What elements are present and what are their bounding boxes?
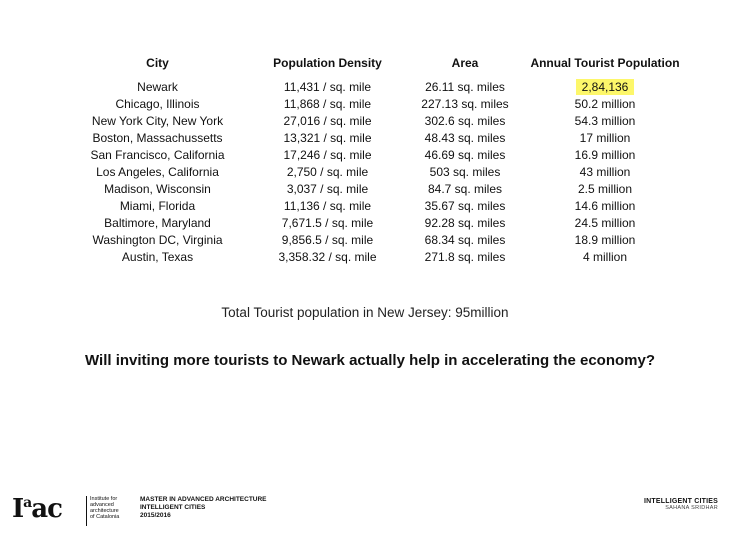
area-cell: 46.69 sq. miles <box>424 147 506 162</box>
area-cell: 48.43 sq. miles <box>424 130 506 145</box>
area-cell: 84.7 sq. miles <box>427 182 503 197</box>
table-row <box>60 112 680 129</box>
density-cell: 3,358.32 / sq. mile <box>278 250 377 265</box>
tourist-cell: 43 million <box>579 165 631 180</box>
institute-line: Institute for <box>90 496 118 502</box>
table-row <box>60 129 680 146</box>
city-cell: Madison, Wisconsin <box>104 182 211 197</box>
program-line: MASTER IN ADVANCED ARCHITECTURE <box>140 496 267 503</box>
course-title: INTELLIGENT CITIES <box>644 498 718 505</box>
area-cell: 35.67 sq. miles <box>424 199 506 214</box>
program-line: INTELLIGENT CITIES <box>140 504 206 511</box>
table-row <box>60 146 680 163</box>
table-row <box>60 249 680 266</box>
tourist-cell: 2.5 million <box>577 182 633 197</box>
city-cell: New York City, New York <box>91 113 224 128</box>
density-cell: 11,136 / sq. mile <box>283 199 372 214</box>
table-row <box>60 232 680 249</box>
city-cell: Los Angeles, California <box>96 165 219 180</box>
program-info <box>140 496 267 520</box>
density-cell: 27,016 / sq. mile <box>283 113 372 128</box>
tourist-cell: 4 million <box>582 250 627 265</box>
tourist-cell: 50.2 million <box>574 96 636 111</box>
table-row <box>60 95 680 112</box>
city-cell: Austin, Texas <box>121 250 194 265</box>
header-area: Area <box>451 56 479 70</box>
area-cell: 68.34 sq. miles <box>424 233 506 248</box>
density-cell: 17,246 / sq. mile <box>283 147 372 162</box>
area-cell: 302.6 sq. miles <box>424 113 506 128</box>
tourist-cell: 54.3 million <box>574 113 636 128</box>
course-credit <box>644 498 718 511</box>
institute-name <box>90 496 130 520</box>
header-tourists: Annual Tourist Population <box>530 56 680 70</box>
tourist-cell: 17 million <box>579 130 631 145</box>
area-cell: 26.11 sq. miles <box>425 79 505 94</box>
city-cell: Washington DC, Virginia <box>92 233 223 248</box>
author-name: SAHANA SRIDHAR <box>665 505 718 511</box>
density-cell: 9,856.5 / sq. mile <box>281 233 374 248</box>
tourist-cell: 14.6 million <box>574 199 636 214</box>
data-table <box>60 52 680 266</box>
iaac-logo: $I^aac$ <box>12 494 62 524</box>
density-cell: 7,671.5 / sq. mile <box>281 216 374 231</box>
institute-line: advanced <box>90 502 114 508</box>
density-cell: 3,037 / sq. mile <box>286 182 369 197</box>
city-cell: Boston, Massachussetts <box>92 130 223 145</box>
city-cell: Chicago, Illinois <box>115 96 200 111</box>
tourist-cell <box>530 80 680 94</box>
city-cell: Newark <box>137 79 178 94</box>
table-header <box>60 52 680 74</box>
area-cell: 503 sq. miles <box>429 165 501 180</box>
footer <box>0 492 730 532</box>
table-row <box>60 181 680 198</box>
header-city: City <box>146 56 169 70</box>
program-line: 2015/2016 <box>140 512 171 519</box>
table-row <box>60 198 680 215</box>
density-cell: 11,431 / sq. mile <box>283 79 372 94</box>
table-row <box>60 215 680 232</box>
city-cell: Baltimore, Maryland <box>104 216 211 231</box>
area-cell: 92.28 sq. miles <box>424 216 506 231</box>
header-density: Population Density <box>273 56 382 70</box>
institute-line: of Catalonia <box>90 514 120 520</box>
density-cell: 13,321 / sq. mile <box>283 130 372 145</box>
area-cell: 227.13 sq. miles <box>421 96 509 111</box>
table-body <box>60 78 680 266</box>
tourist-cell: 18.9 million <box>574 233 636 248</box>
tourist-cell: 16.9 million <box>574 147 636 162</box>
question-heading: Will inviting more tourists to Newark actually help in accelerating the economy? <box>85 352 655 369</box>
tourist-cell: 24.5 million <box>574 216 636 231</box>
city-cell: Miami, Florida <box>119 199 196 214</box>
density-cell: 11,868 / sq. mile <box>283 96 372 111</box>
total-tourist-text: Total Tourist population in New Jersey: 95million <box>221 305 509 320</box>
highlighted-value: 2,84,136 <box>576 79 635 95</box>
table-row <box>60 78 680 95</box>
density-cell: 2,750 / sq. mile <box>286 165 369 180</box>
table-row <box>60 163 680 180</box>
area-cell: 271.8 sq. miles <box>424 250 506 265</box>
city-cell: San Francisco, California <box>90 147 225 162</box>
logo-divider <box>86 496 87 526</box>
institute-line: architecture <box>90 508 119 514</box>
